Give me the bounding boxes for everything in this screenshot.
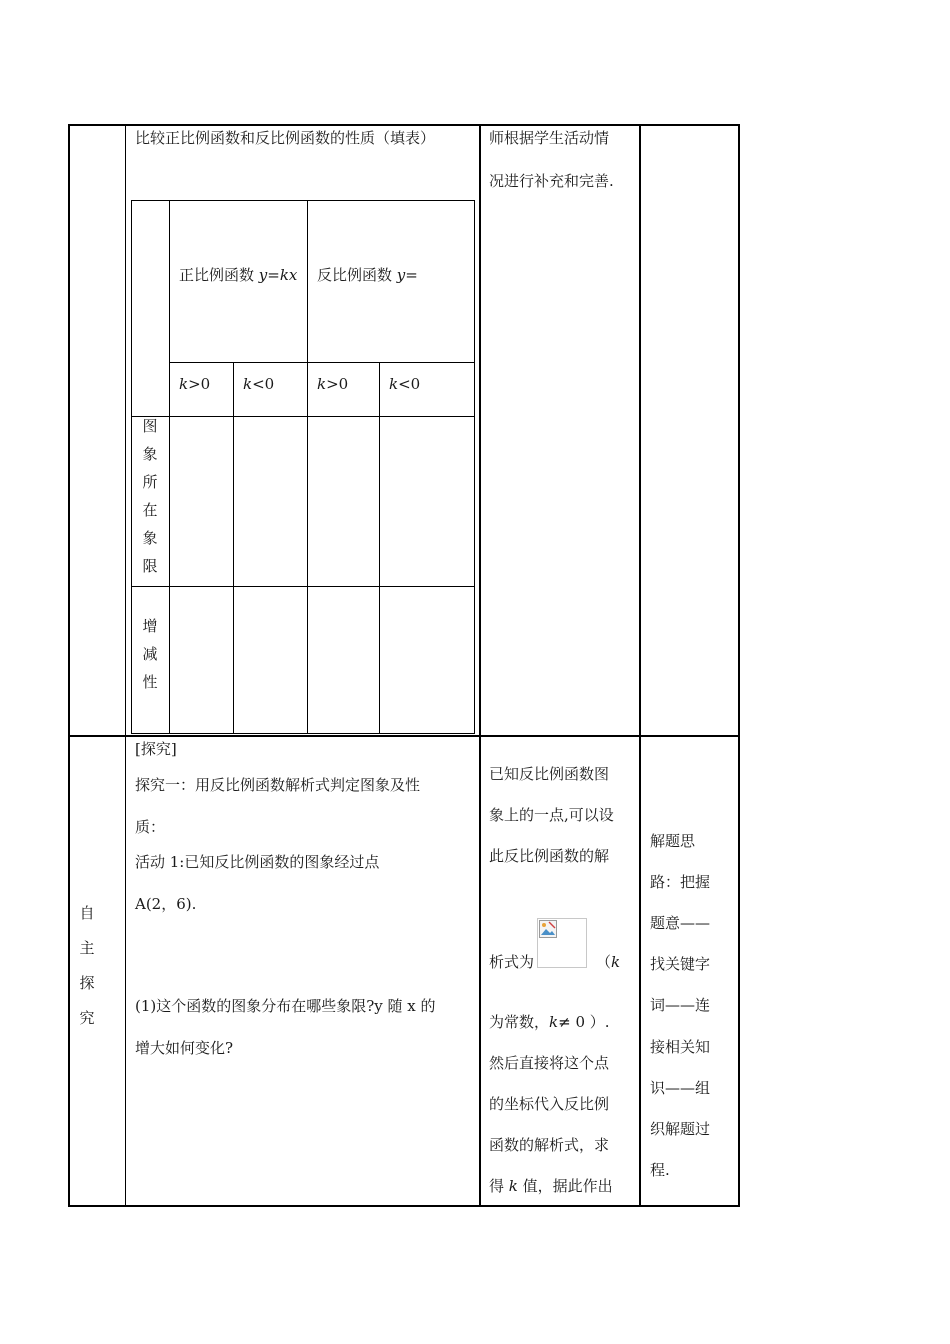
header-direct-proportion: [179, 268, 297, 283]
guidance-line: 得 k 值，据此作出: [489, 1177, 613, 1195]
inner-col-2: [233, 362, 234, 734]
exploration-line: 活动 1:已知反比例函数的图象经过点: [135, 853, 380, 871]
inner-col-3: [307, 200, 308, 734]
teacher-note-line-1: 师根据学生活动情: [489, 129, 610, 147]
row-label-quadrant: 图象所在象限: [142, 417, 158, 575]
header-direct-formula: y=kx: [258, 266, 298, 284]
col-divider-3: [639, 124, 641, 1207]
broken-image-icon: [539, 920, 557, 938]
guidance-line: （k: [596, 953, 621, 971]
inner-right-border: [474, 200, 475, 734]
header-inverse-proportion: [317, 268, 418, 283]
approach-line: 路：把握: [650, 873, 711, 891]
guidance-line: 函数的解析式，求: [489, 1136, 610, 1154]
approach-line: 程.: [650, 1161, 670, 1179]
subheader-inverse-k-positive: k>0: [317, 375, 349, 393]
guidance-line: 析式为: [489, 953, 535, 971]
inner-left-border: [131, 200, 132, 734]
inner-top-border: [131, 200, 475, 201]
inner-bottom-border: [131, 733, 475, 734]
guidance-line: 此反比例函数的解: [489, 847, 610, 865]
row-label-monotonicity: 增减性: [142, 617, 158, 691]
guidance-line: 的坐标代入反比例: [489, 1095, 610, 1113]
header-direct-label: 正比例函数: [179, 266, 259, 284]
exploration-line: 质：: [135, 818, 166, 836]
inner-subheader-divider: [131, 416, 475, 417]
inner-header-divider: [169, 362, 475, 363]
subheader-inverse-k-negative: k<0: [389, 375, 421, 393]
exploration-line: 探究一：用反比例函数解析式判定图象及性: [135, 776, 421, 794]
subheader-direct-k-positive: k>0: [179, 375, 211, 393]
guidance-line: 为常数，k≠ 0 ）.: [489, 1013, 610, 1031]
approach-line: 词——连: [650, 996, 711, 1014]
approach-line: 接相关知: [650, 1038, 711, 1056]
exploration-line: (1)这个函数的图象分布在哪些象限?y 随 x 的: [135, 997, 436, 1015]
teacher-note-line-2: 况进行补充和完善.: [489, 172, 614, 190]
approach-line: 织解题过: [650, 1120, 711, 1138]
approach-line: 解题思: [650, 832, 696, 850]
header-inverse-label: 反比例函数: [317, 266, 397, 284]
approach-line: 识——组: [650, 1079, 711, 1097]
header-inverse-formula: y=: [396, 266, 418, 284]
stage-label: 自主探究: [79, 904, 95, 1027]
outer-left-border: [68, 124, 70, 1207]
exploration-line: A(2，6).: [135, 895, 197, 913]
comparison-intro-text: 比较正比例函数和反比例函数的性质（填表）: [135, 129, 436, 147]
col-divider-1: [125, 124, 126, 1207]
subheader-direct-k-negative: k<0: [243, 375, 275, 393]
guidance-line: 然后直接将这个点: [489, 1054, 610, 1072]
formula-image-placeholder: [537, 918, 587, 968]
exploration-line: [探究]: [135, 740, 177, 758]
exploration-line: 增大如何变化?: [135, 1039, 234, 1057]
approach-line: 找关键字: [650, 955, 711, 973]
approach-line: 题意——: [650, 914, 711, 932]
outer-right-border: [738, 124, 740, 1207]
inner-row-divider: [131, 586, 475, 587]
inner-col-1: [169, 200, 170, 734]
guidance-line: 象上的一点,可以设: [489, 806, 614, 824]
col-divider-2: [479, 124, 481, 1207]
inner-col-4: [379, 362, 380, 734]
guidance-line: 已知反比例函数图: [489, 765, 610, 783]
